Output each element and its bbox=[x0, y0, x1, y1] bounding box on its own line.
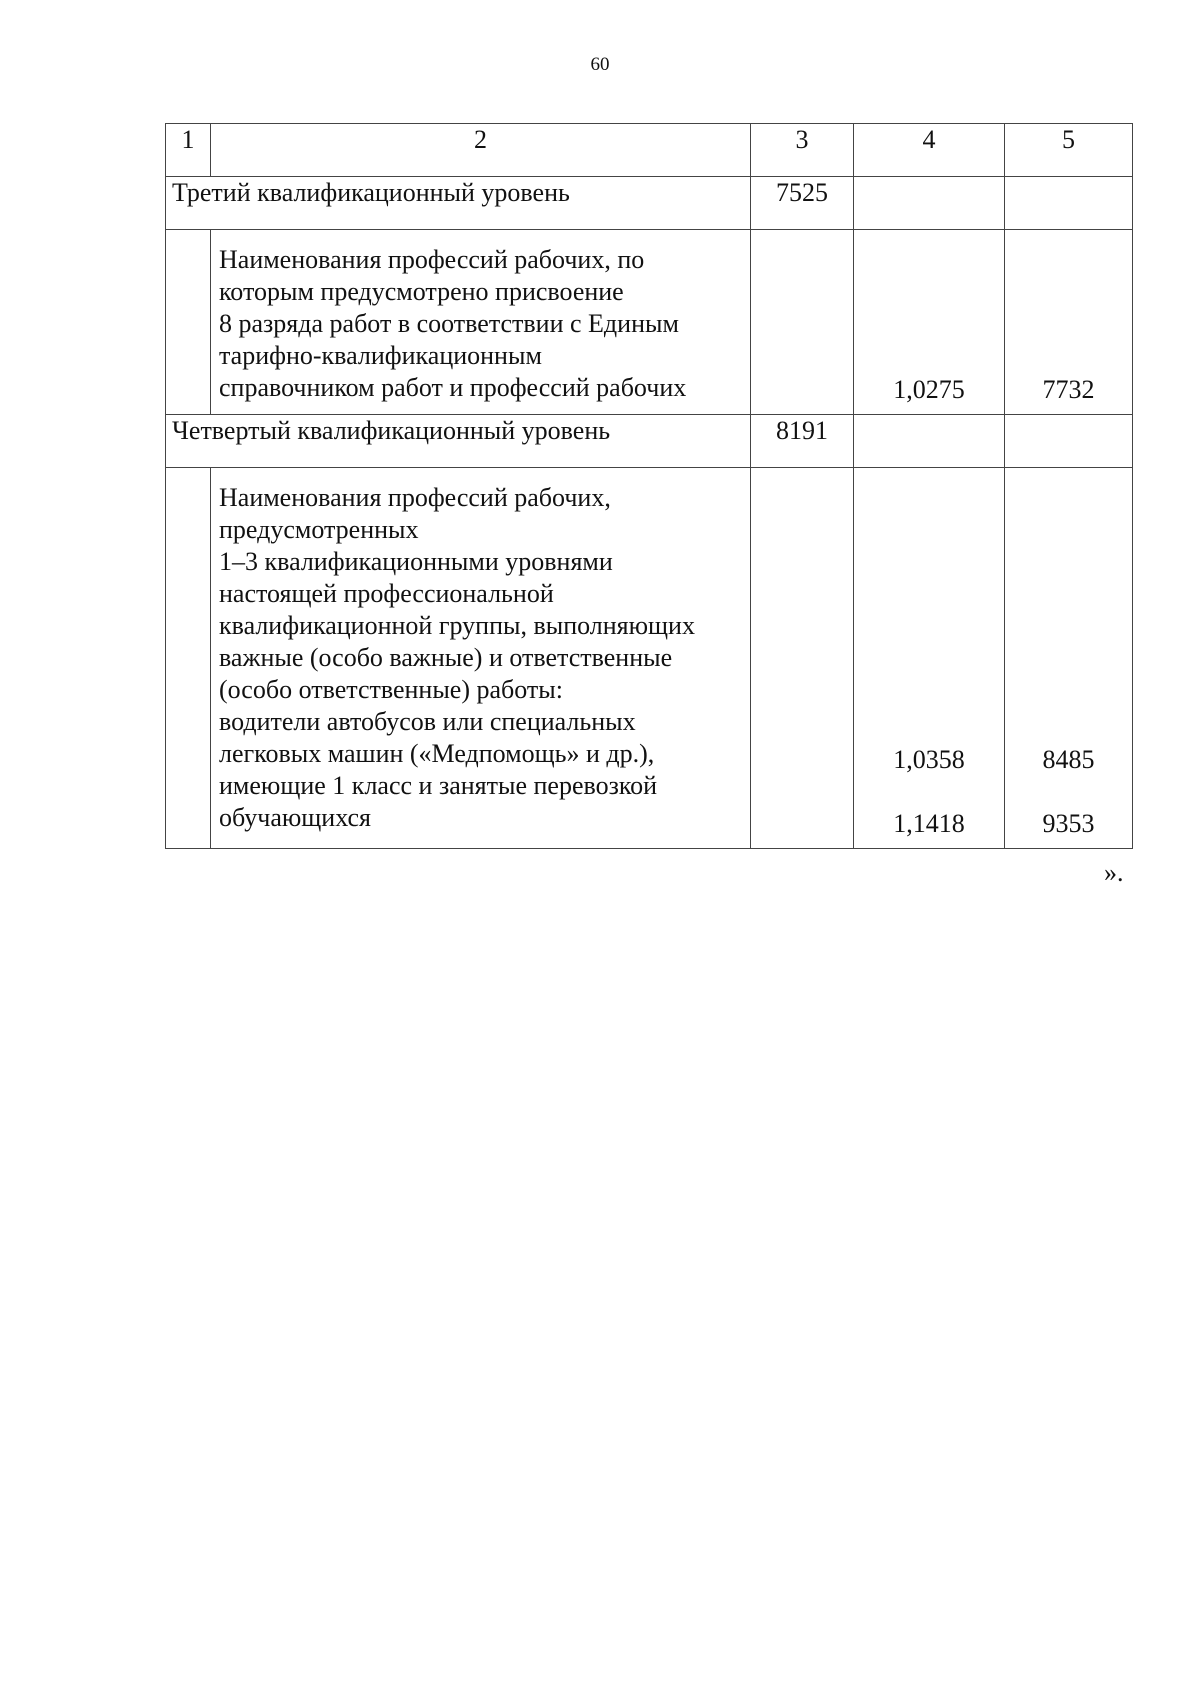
coefficient-cell bbox=[854, 230, 1005, 415]
level-row-fourth bbox=[166, 415, 1133, 468]
level-row-third bbox=[166, 177, 1133, 230]
description-line: квалификационной группы, выполняющих bbox=[219, 611, 695, 640]
page-number: 60 bbox=[590, 54, 610, 75]
description-line: водители автобусов или специальных bbox=[219, 707, 636, 736]
coefficient-value: 1,0358 bbox=[893, 745, 965, 774]
value-spacer bbox=[854, 776, 1004, 808]
description-line: важные (особо важные) и ответственные bbox=[219, 643, 673, 672]
description-line: настоящей профессиональной bbox=[219, 579, 554, 608]
empty-cell bbox=[854, 415, 1005, 468]
coefficient-cell bbox=[854, 468, 1005, 849]
closing-quote-mark: ». bbox=[1104, 858, 1124, 887]
amount-value: 7732 bbox=[1042, 375, 1095, 404]
column-number-3: 3 bbox=[751, 124, 854, 177]
description-line: 1–3 квалификационными уровнями bbox=[219, 547, 613, 576]
profession-row-third bbox=[166, 230, 1133, 415]
description-line: которым предусмотрено присвоение bbox=[219, 277, 624, 306]
description-line: обучающихся bbox=[219, 803, 371, 832]
column-number-4: 4 bbox=[854, 124, 1005, 177]
amount-value: 9353 bbox=[1042, 809, 1095, 838]
empty-cell bbox=[1005, 415, 1133, 468]
coefficient-value: 1,0275 bbox=[893, 375, 965, 404]
column-number-2: 2 bbox=[211, 124, 751, 177]
amount-cell bbox=[1005, 230, 1133, 415]
profession-row-fourth bbox=[166, 468, 1133, 849]
coefficient-value: 1,1418 bbox=[893, 809, 965, 838]
description-line: Наименования профессий рабочих, по bbox=[219, 245, 645, 274]
description-line: имеющие 1 класс и занятые перевозкой bbox=[219, 771, 658, 800]
description-line: 8 разряда работ в соответствии с Единым bbox=[219, 309, 679, 338]
empty-cell bbox=[751, 230, 854, 415]
table-header-row bbox=[166, 124, 1133, 177]
value-spacer bbox=[1005, 776, 1132, 808]
level-base-salary: 8191 bbox=[751, 415, 854, 468]
profession-description bbox=[211, 468, 751, 849]
description-line: справочником работ и профессий рабочих bbox=[219, 373, 687, 402]
description-line: (особо ответственные) работы: bbox=[219, 675, 563, 704]
column-number-5: 5 bbox=[1005, 124, 1133, 177]
empty-cell bbox=[854, 177, 1005, 230]
description-line: предусмотренных bbox=[219, 515, 419, 544]
level-name: Четвертый квалификационный уровень bbox=[166, 415, 751, 468]
amount-cell bbox=[1005, 468, 1133, 849]
description-line: Наименования профессий рабочих, bbox=[219, 483, 611, 512]
amount-value: 8485 bbox=[1042, 745, 1095, 774]
empty-cell bbox=[1005, 177, 1133, 230]
column-number-1: 1 bbox=[166, 124, 211, 177]
level-name: Третий квалификационный уровень bbox=[166, 177, 751, 230]
empty-cell bbox=[751, 468, 854, 849]
profession-description bbox=[211, 230, 751, 415]
description-line: тарифно-квалификационным bbox=[219, 341, 542, 370]
description-line: легковых машин («Медпомощь» и др.), bbox=[219, 739, 655, 768]
empty-cell bbox=[166, 230, 211, 415]
qualification-table bbox=[165, 123, 1133, 849]
empty-cell bbox=[166, 468, 211, 849]
level-base-salary: 7525 bbox=[751, 177, 854, 230]
